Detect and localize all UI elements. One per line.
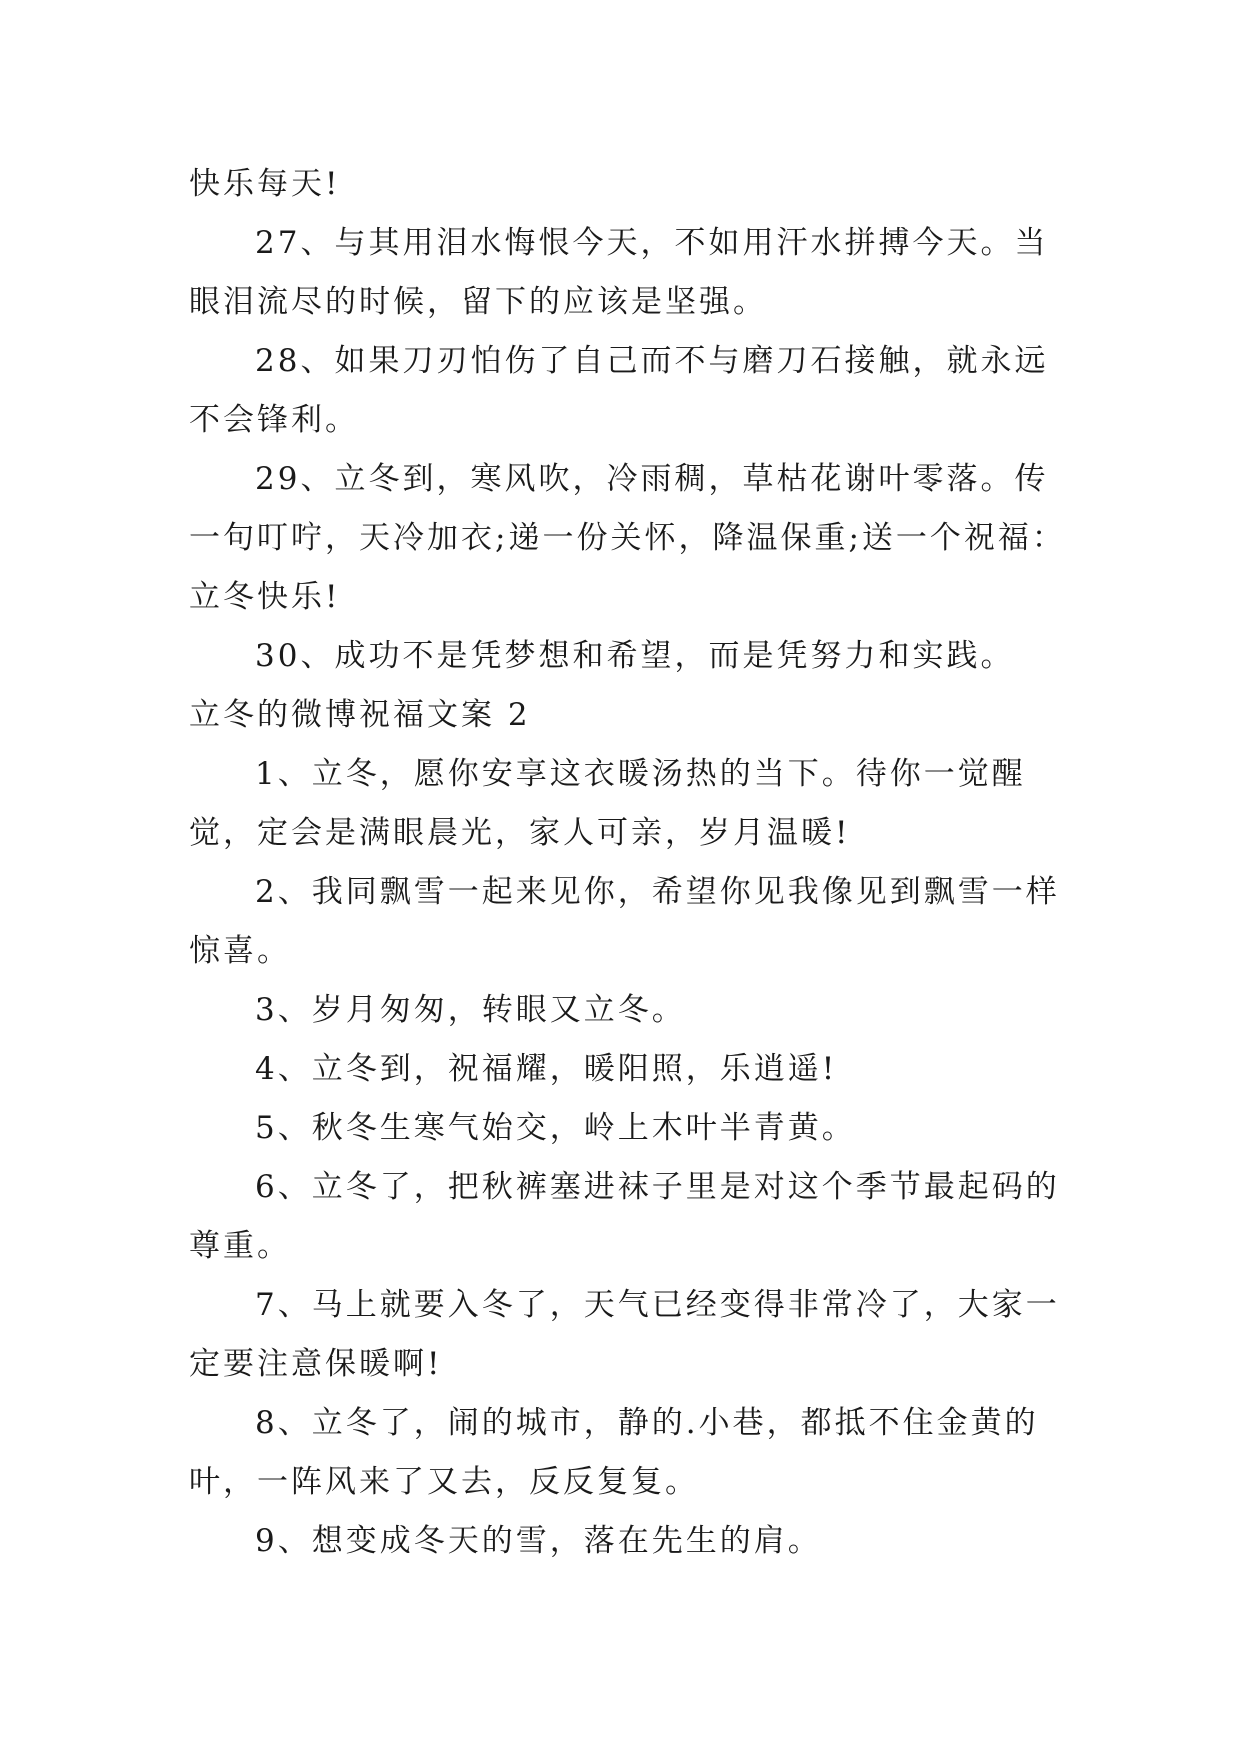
list-item: 9、想变成冬天的雪，落在先生的肩。 <box>255 1523 822 1559</box>
list-item: 6、立冬了，把秋裤塞进袜子里是对这个季节最起码的尊重。 <box>189 1169 1060 1264</box>
list-item: 2、我同飘雪一起来见你，希望你见我像见到飘雪一样惊喜。 <box>189 874 1060 969</box>
list-item: 4、立冬到，祝福耀，暖阳照，乐逍遥! <box>255 1051 838 1087</box>
list-item: 8、立冬了，闹的城市，静的.小巷，都抵不住金黄的叶，一阵风来了又去，反反复复。 <box>189 1405 1039 1500</box>
list-item: 5、秋冬生寒气始交，岭上木叶半青黄。 <box>255 1110 856 1146</box>
list-item: 1、立冬，愿你安享这衣暖汤热的当下。待你一觉醒觉，定会是满眼晨光，家人可亲，岁月温暖! <box>189 756 1026 851</box>
list-item: 3、岁月匆匆，转眼又立冬。 <box>255 992 686 1028</box>
list-item: 28、如果刀刃怕伤了自己而不与磨刀石接触，就永远不会锋利。 <box>189 343 1049 438</box>
list-item: 7、马上就要入冬了，天气已经变得非常冷了，大家一定要注意保暖啊! <box>189 1287 1060 1382</box>
list-item: 30、成功不是凭梦想和希望，而是凭努力和实践。 <box>255 638 1015 674</box>
document-body <box>189 155 1069 1571</box>
list-item: 29、立冬到，寒风吹，冷雨稠，草枯花谢叶零落。传一句叮咛，天冷加衣;递一份关怀，降温保重;送一个祝福：立冬快乐! <box>189 461 1066 615</box>
section-title: 立冬的微博祝福文案 2 <box>189 697 531 733</box>
continuation-text: 快乐每天! <box>189 166 341 202</box>
list-item: 27、与其用泪水悔恨今天，不如用汗水拼搏今天。当眼泪流尽的时候，留下的应该是坚强。 <box>189 225 1049 320</box>
